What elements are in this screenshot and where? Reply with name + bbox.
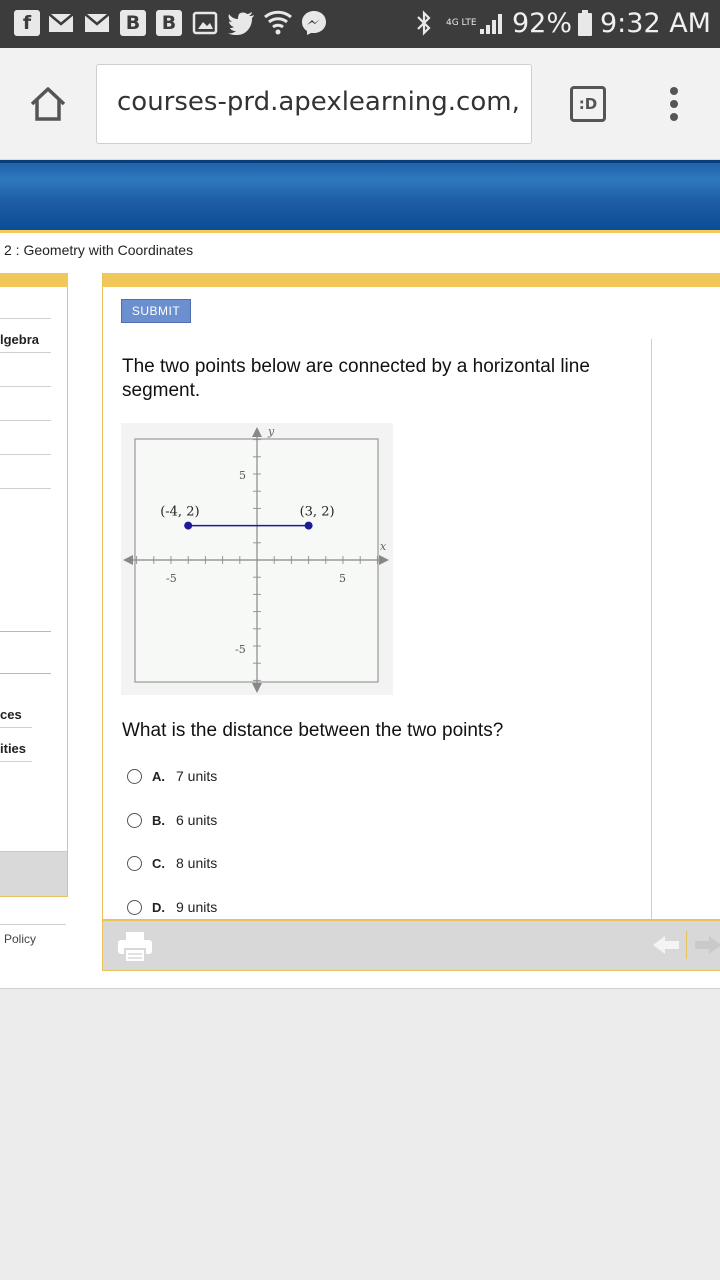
battery-icon <box>578 10 592 36</box>
tab-switcher-label: :D <box>578 95 598 113</box>
previous-arrow-icon[interactable] <box>653 935 679 960</box>
nav-item-ces[interactable]: ces <box>0 707 22 722</box>
browser-toolbar <box>0 48 720 160</box>
mail-icon <box>84 10 110 36</box>
graph-svg <box>121 423 393 695</box>
radio-button[interactable] <box>127 769 142 784</box>
question-panel <box>102 273 720 971</box>
policy-link[interactable]: Policy <box>4 932 37 946</box>
b-app-icon: B <box>120 10 146 36</box>
toolbar-divider <box>686 931 687 959</box>
nav-divider <box>0 761 32 762</box>
option-text: 9 units <box>176 899 218 915</box>
radio-button[interactable] <box>127 856 142 871</box>
twitter-icon <box>228 10 256 36</box>
site-header-banner <box>0 160 720 230</box>
status-bar <box>0 0 720 48</box>
option-letter: B. <box>152 812 165 828</box>
nav-section-divider <box>0 631 51 632</box>
nav-section-divider <box>0 673 51 674</box>
next-arrow-icon[interactable] <box>695 935 720 960</box>
breadcrumb: 2 : Geometry with Coordinates <box>4 242 194 258</box>
x-tick-label-pos: 5 <box>339 572 346 585</box>
url-text: courses-prd.apexlearning.com, <box>117 87 520 117</box>
main-panel-accent <box>103 273 720 287</box>
nav-divider <box>0 386 51 387</box>
answer-option-c[interactable] <box>127 852 217 874</box>
page-bottom-divider <box>0 988 720 989</box>
left-panel-accent <box>0 273 68 287</box>
nav-divider <box>0 488 51 489</box>
nav-item-ities[interactable]: ities <box>0 741 27 756</box>
wifi-icon <box>263 10 293 36</box>
submit-label: SUBMIT <box>131 304 181 318</box>
nav-divider <box>0 454 51 455</box>
nav-item-algebra[interactable]: lgebra <box>0 332 40 347</box>
bluetooth-icon <box>414 10 434 36</box>
option-letter: C. <box>152 855 165 871</box>
left-panel-footer <box>0 851 67 896</box>
question-text: The two points below are connected by a horizontal line segment. <box>122 356 590 401</box>
point-a-label: (-4, 2) <box>160 504 200 520</box>
option-text: 7 units <box>176 768 218 784</box>
nav-divider <box>0 727 32 728</box>
left-nav-panel <box>0 273 68 897</box>
address-bar[interactable] <box>96 64 532 144</box>
header-accent-line <box>0 230 720 233</box>
answer-option-b[interactable] <box>127 809 217 831</box>
mail-icon <box>48 10 74 36</box>
nav-divider <box>0 318 51 319</box>
y-axis-label: y <box>268 425 275 438</box>
nav-divider <box>0 352 51 353</box>
answer-option-d[interactable] <box>127 896 217 918</box>
option-letter: A. <box>152 768 165 784</box>
panel-divider <box>651 339 652 919</box>
clock: 9:32 AM <box>600 8 711 39</box>
option-text: 8 units <box>176 855 218 871</box>
answer-option-a[interactable] <box>127 765 217 787</box>
option-letter: D. <box>152 899 165 915</box>
x-tick-label-neg: -5 <box>166 572 177 585</box>
option-text: 6 units <box>176 812 218 828</box>
y-tick-label-neg: -5 <box>235 643 246 656</box>
y-tick-label-pos: 5 <box>239 469 246 482</box>
panel-toolbar <box>103 919 720 971</box>
overflow-menu-icon[interactable] <box>668 86 680 122</box>
battery-percent: 92% <box>512 8 573 39</box>
question-prompt: What is the distance between the two points? <box>122 720 504 741</box>
coordinate-graph <box>121 423 393 695</box>
point-a <box>184 522 192 530</box>
tab-switcher-button[interactable] <box>570 86 606 122</box>
nav-divider <box>0 420 51 421</box>
home-icon[interactable] <box>28 84 68 129</box>
b-app-icon: B <box>156 10 182 36</box>
point-b <box>305 522 313 530</box>
flipboard-icon: f <box>14 10 40 36</box>
x-axis-label: x <box>380 540 387 553</box>
radio-button[interactable] <box>127 813 142 828</box>
radio-button[interactable] <box>127 900 142 915</box>
gallery-icon <box>192 10 218 36</box>
network-type-icon: 4G LTE <box>446 17 477 28</box>
print-icon[interactable] <box>117 931 153 968</box>
submit-button[interactable] <box>121 299 191 323</box>
messenger-icon <box>300 10 328 36</box>
footer-divider <box>0 924 66 925</box>
signal-icon <box>478 10 506 36</box>
point-b-label: (3, 2) <box>299 504 335 520</box>
